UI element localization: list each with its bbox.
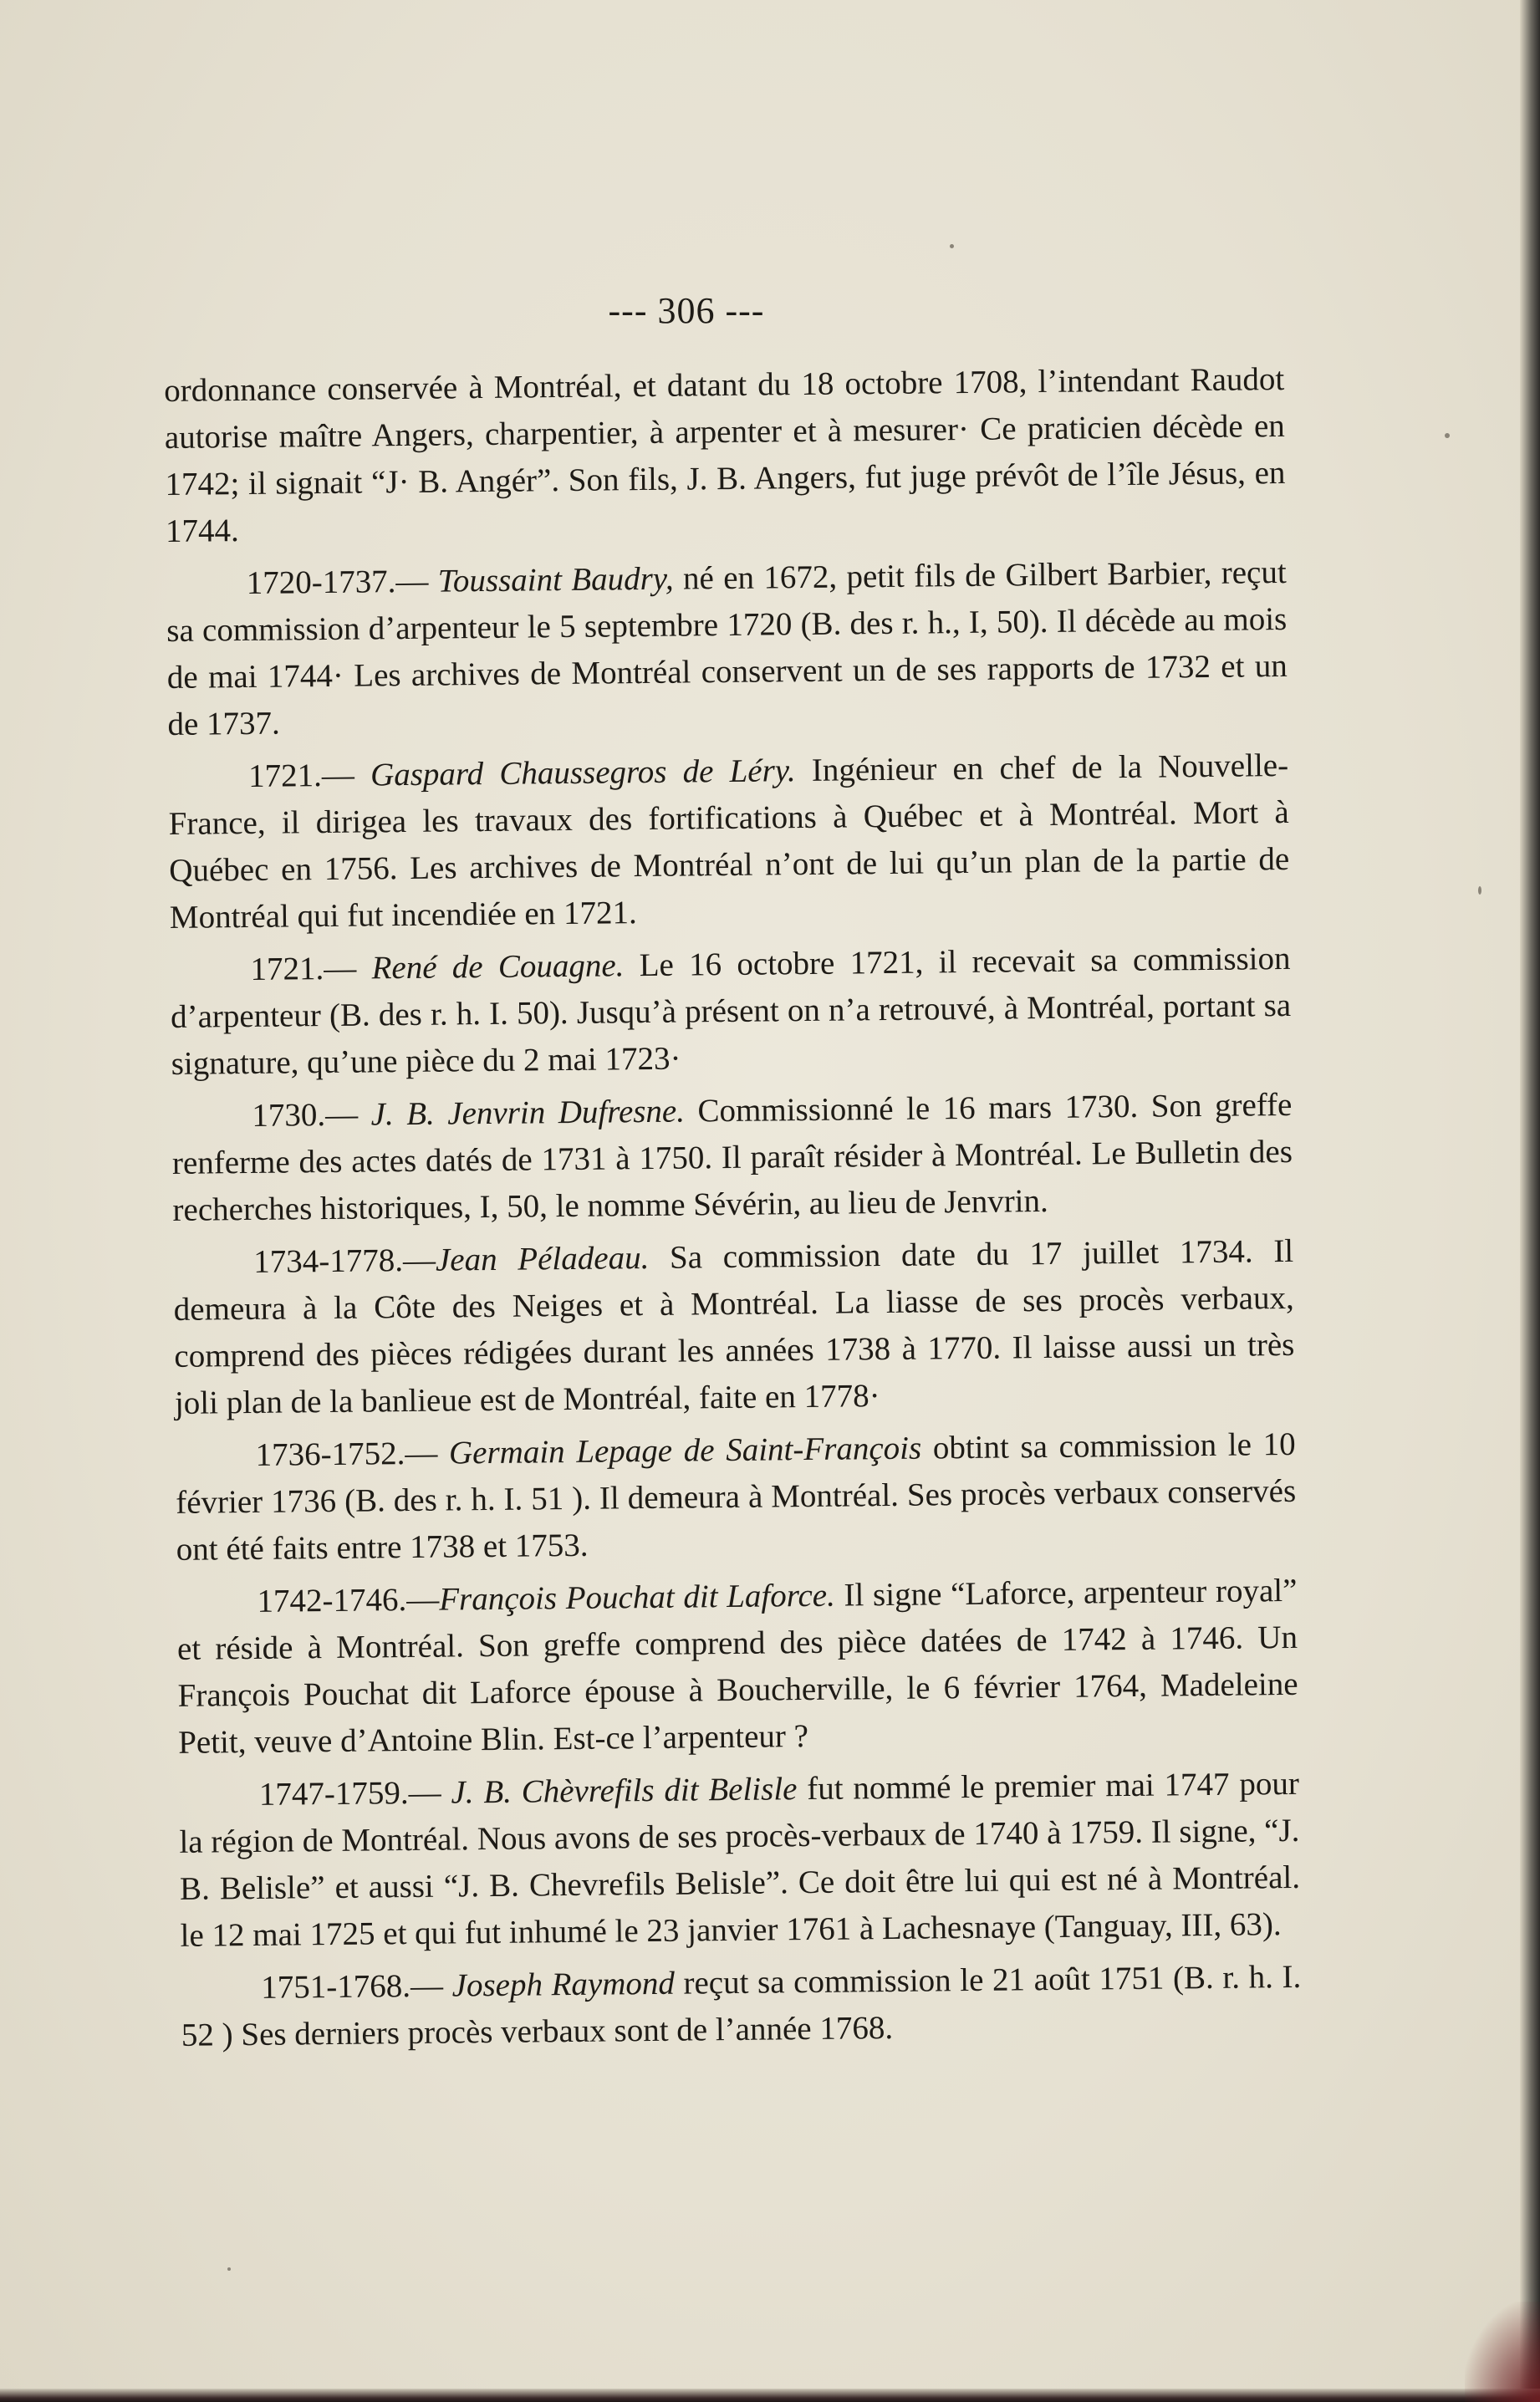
entry-dates: 1720-1737.—: [246, 563, 429, 601]
surveyor-name: Joseph Raymond: [451, 1965, 676, 2004]
surveyor-name: Jean Péladeau.: [435, 1239, 650, 1278]
corner-stain: [1465, 2302, 1540, 2402]
paragraph-entry: [173, 1228, 1295, 1427]
paragraph-entry: [168, 742, 1290, 941]
entry-dates: 1742-1746.—: [257, 1581, 440, 1619]
paper-speck: [950, 244, 954, 248]
paper-speck: [1445, 433, 1450, 438]
paragraph-text: Il signe “Laforce, arpenteur royal” et réside à Montréal. Son greffe comprend des pièce datées de 1742 à 1746. Un François Pouchat dit Laforce épouse à Boucherville, le 6 février 1764, Madeleine Petit, veuve d’Antoine Blin. Est-ce l’arpenteur ?: [176, 1572, 1298, 1761]
paragraph-entry: [166, 549, 1288, 748]
surveyor-name: J. B. Jenvrin Dufresne.: [370, 1093, 686, 1133]
entry-dates: 1730.—: [252, 1096, 359, 1134]
paragraph-text: fut nommé le premier mai 1747 pour la région de Montréal. Nous avons de ses procès-verbaux de 1740 à 1759. Il signe, “J. B. Belisle” et aussi “J. B. Chevrefils Belisle”. Ce doit être lui qui est né à Montréal. le 12 mai 1725 et qui fut inhumé le 23 janvier 1761 à Lachesnaye (Tanguay, III, 63).: [179, 1765, 1301, 1954]
paragraph-entry: [175, 1421, 1297, 1573]
entry-dates: 1721.—: [247, 757, 355, 794]
surveyor-name: J. B. Chèvrefils dit Belisle: [451, 1771, 798, 1811]
entry-dates: 1736-1752.—: [255, 1435, 438, 1473]
entry-dates: 1751-1768.—: [261, 1967, 444, 2006]
paragraph-intro: [164, 356, 1286, 555]
paper-speck: [1478, 886, 1481, 895]
surveyor-name: René de Couagne.: [371, 947, 625, 987]
page-edge-shadow: [1520, 0, 1540, 2402]
binding-edge: [0, 2389, 1540, 2402]
paragraph-entry: [179, 1761, 1301, 1960]
body-text: [164, 356, 1302, 2065]
paragraph-text: ordonnance conservée à Montréal, et datant du 18 octobre 1708, l’intendant Raudot autorise maître Angers, charpentier, à arpenter et à mesurer· Ce praticien décède en 1742; il signait “J· B. Angér”. Son fils, J. B. Angers, fut juge prévôt de l’île Jésus, en 1744.: [164, 360, 1286, 549]
paragraph-text: Sa commission date du 17 juillet 1734. Il demeura à la Côte des Neiges et à Montréal. La liasse de ses procès verbaux, comprend des pièces rédigées durant les années 1738 à 1770. Il laisse aussi un très joli plan de la banlieue est de Montréal, faite en 1778·: [173, 1232, 1295, 1421]
page-number: --- 306 ---: [608, 290, 765, 331]
entry-dates: 1734-1778.—: [252, 1242, 436, 1280]
paragraph-text: né en 1672, petit fils de Gilbert Barbier, reçut sa commission d’arpenteur le 5 septembre 1720 (B. des r. h., I, 50). Il décède au mois de mai 1744· Les archives de Montréal conservent un de ses rapports de 1732 et un de 1737.: [166, 553, 1288, 742]
paragraph-text: Commissionné le 16 mars 1730. Son greffe renferme des actes datés de 1731 à 1750. Il paraît résider à Montréal. Le Bulletin des recherches historiques, I, 50, le nomme Sévérin, au lieu de Jenvrin.: [171, 1086, 1293, 1228]
surveyor-name: Germain Lepage de Saint-François: [448, 1430, 922, 1471]
paragraph-text: reçut sa commission le 21 août 1751 (B. r. h. I. 52 ) Ses derniers procès verbaux sont de l’année 1768.: [181, 1958, 1302, 2053]
paragraph-text: obtint sa commission le 10 février 1736 (B. des r. h. I. 51 ). Il demeura à Montréal. Ses procès verbaux conservés ont été faits entre 1738 et 1753.: [175, 1425, 1297, 1568]
paragraph-entry: [176, 1568, 1298, 1767]
paper-speck: [227, 2267, 231, 2271]
paragraph-entry: [171, 1082, 1293, 1234]
entry-dates: 1721.—: [250, 950, 357, 987]
paragraph-text: Ingénieur en chef de la Nouvelle-France, il dirigea les travaux des fortifications à Québec et à Montréal. Mort à Québec en 1756. Les archives de Montréal n’ont de lui qu’un plan de la partie de Montréal qui fut incendiée en 1721.: [168, 747, 1290, 936]
paragraph-text: Le 16 octobre 1721, il recevait sa commission d’arpenteur (B. des r. h. I. 50). Jusqu’à présent on n’a retrouvé, à Montréal, portant sa signature, qu’une pièce du 2 mai 1723·: [170, 940, 1292, 1082]
paragraph-entry: [181, 1954, 1302, 2059]
entry-dates: 1747-1759.—: [258, 1774, 441, 1813]
surveyor-name: Toussaint Baudry,: [437, 560, 674, 599]
paragraph-entry: [170, 936, 1292, 1088]
surveyor-name: François Pouchat dit Laforce.: [438, 1577, 836, 1618]
surveyor-name: Gaspard Chaussegros de Léry.: [370, 752, 796, 793]
